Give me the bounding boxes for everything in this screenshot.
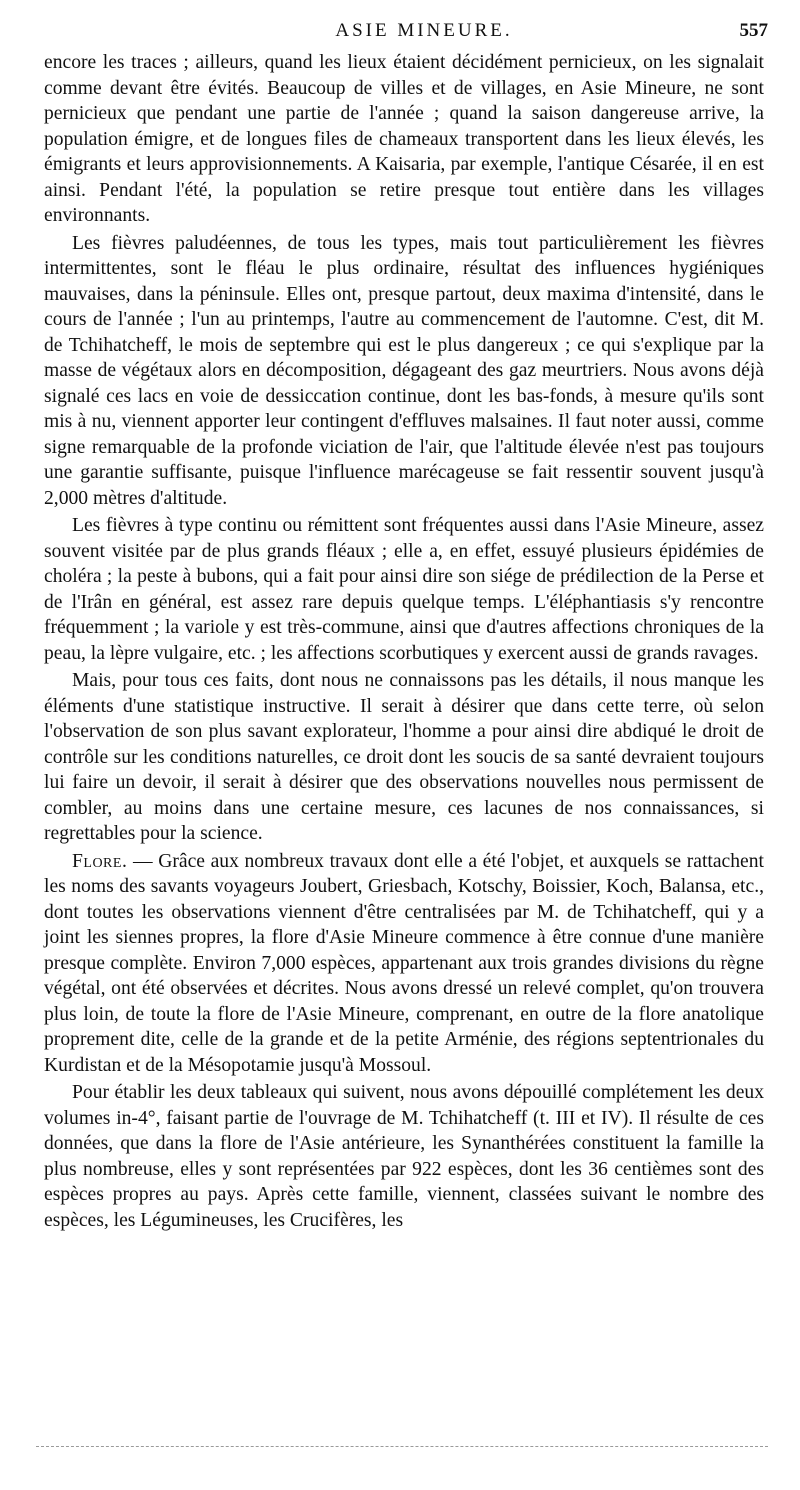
- document-page: [44, 20, 768, 1460]
- paragraph-continuation: encore les traces ; ailleurs, quand les lieux étaient décidément pernicieux, on les signalait comme devant être évités. Beaucoup de villes et de villages, en Asie Mineure, ne sont pernicieux que pendant une partie de l'année ; quand la saison dangereuse arrive, la population émigre, et de longues files de chameaux transportent dans les lieux élevés, les émigrants et leurs approvisionnements. A Kaisaria, par exemple, l'antique Césarée, il en est ainsi. Pendant l'été, la population se retire presque tout entière dans les villages environnants.: [44, 52, 764, 226]
- paragraph-statistique: Mais, pour tous ces faits, dont nous ne connaissons pas les détails, il nous manque les éléments d'une statistique instructive. Il serait à désirer que dans cette terre, où selon l'observation de son plus savant explorateur, l'homme a pour ainsi dire abdiqué le droit de contrôle sur les conditions naturelles, ce droit dont les soucis de sa santé devraient toujours lui faire un devoir, il serait à désirer que des observations nouvelles nous permissent de combler, au moins dans une certaine mesure, ces lacunes de nos connaissances, si regrettables pour la science.: [44, 670, 764, 844]
- paragraph-fevers-paludeennes: Les fièvres paludéennes, de tous les types, mais tout particulièrement les fièvres intermittentes, sont le fléau le plus ordinaire, résultat des influences hygiéniques mauvaises, dans la péninsule. Elles ont, presque partout, deux maxima d'intensité, dans le cours de l'année ; l'un au printemps, l'autre au commencement de l'automne. C'est, dit M. de Tchihatcheff, le mois de septembre qui est le plus dangereux ; ce qui s'explique par la masse de végétaux alors en décomposition, dégageant des gaz meurtriers. Nous avons déjà signalé ces lacs en voie de dessiccation continue, dont les bas-fonds, à mesure qu'ils sont mis à nu, viennent apporter leur contingent d'effluves malsaines. Il faut noter aussi, comme signe remarquable de la profonde viciation de l'air, que l'altitude élevée n'est pas toujours une garantie suffisante, puisque l'influence marécageuse se fait ressentir souvent jusqu'à 2,000 mètres d'altitude.: [44, 232, 764, 509]
- bottom-divider: [36, 1446, 768, 1447]
- paragraph-fevers-continues: Les fièvres à type continu ou rémittent sont fréquentes aussi dans l'Asie Mineure, assez souvent visitée par de plus grands fléaux ; elle a, en effet, essuyé plusieurs épidémies de choléra ; la peste à bubons, qui a fait pour ainsi dire son siége de prédilection de la Perse et de l'Irân en général, est assez rare depuis quelque temps. L'éléphantiasis s'y rencontre fréquemment ; la variole y est très-commune, ainsi que d'autres affections chroniques de la peau, la lèpre vulgaire, etc. ; les affections scorbutiques y exercent aussi de grands ravages.: [44, 515, 764, 664]
- paragraph-flore-text: — Grâce aux nombreux travaux dont elle a été l'objet, et auxquels se rattachent les noms des savants voyageurs Joubert, Griesbach, Kotschy, Boissier, Koch, Balansa, etc., dont toutes les observations viennent d'être centralisées par M. de Tchihatcheff, qui y a joint les siennes propres, la flore d'Asie Mineure commence à être connue d'une manière presque complète. Environ 7,000 espèces, appartenant aux trois grandes divisions du règne végétal, ont été observées et décrites. Nous avons dressé un relevé complet, qu'on trouvera plus loin, de toute la flore de l'Asie Mineure, comprenant, en outre de la flore anatolique proprement dite, celle de la grande et de la petite Arménie, des régions septentrionales du Kurdistan et de la Mésopotamie jusqu'à Mossoul.: [44, 850, 764, 1076]
- page-number: 557: [739, 20, 768, 41]
- running-header: [44, 20, 768, 50]
- body-text: [44, 50, 764, 1233]
- running-title: ASIE MINEURE.: [335, 20, 513, 41]
- paragraph-tableaux: Pour établir les deux tableaux qui suivent, nous avons dépouillé complétement les deux volumes in-4°, faisant partie de l'ouvrage de M. Tchihatcheff (t. III et IV). Il résulte de ces données, que dans la flore de l'Asie antérieure, les Synanthérées constituent la famille la plus nombreuse, elles y sont représentées par 922 espèces, dont les 36 centièmes sont des espèces propres au pays. Après cette famille, viennent, classées suivant le nombre des espèces, les Légumineuses, les Crucifères, les: [44, 1082, 764, 1231]
- section-lead-flore: Flore.: [72, 850, 128, 872]
- paragraph-flore: [44, 849, 764, 1079]
